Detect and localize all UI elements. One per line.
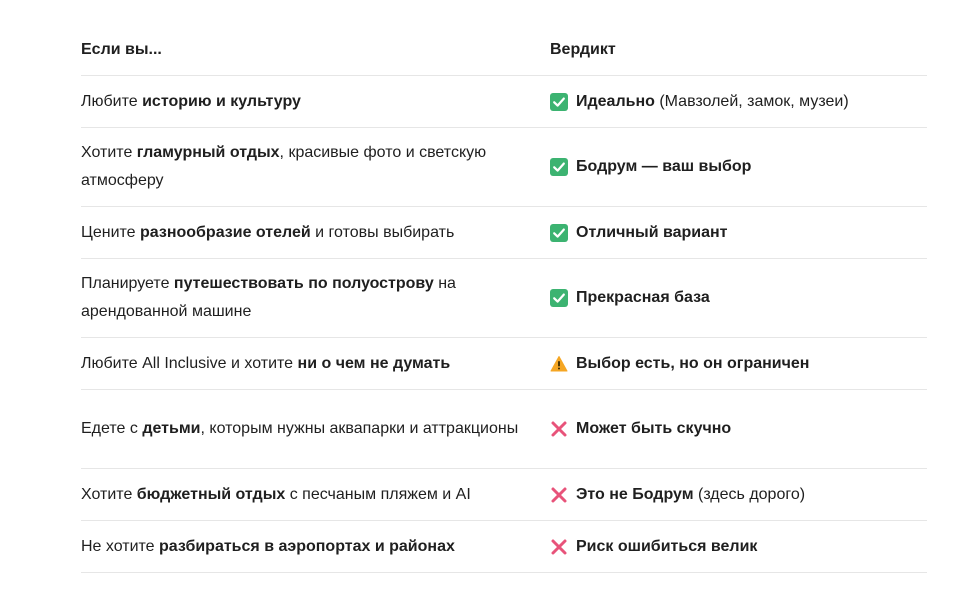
verdict-table — [81, 25, 927, 573]
header-verdict: Вердикт — [550, 41, 616, 58]
verdict-bold: Прекрасная база — [576, 289, 710, 306]
condition-text: Не хотите — [81, 537, 160, 555]
verdict-bold: Идеально — [576, 92, 655, 110]
verdict-bold: Отличный вариант — [576, 223, 728, 241]
verdict-cell — [550, 533, 927, 561]
verdict-note: (здесь дорого) — [693, 485, 806, 503]
check-icon — [550, 289, 568, 307]
header-condition: Если вы... — [81, 41, 162, 58]
condition-bold: разнообразие отелей — [140, 223, 311, 241]
verdict-bold: Риск ошибиться велик — [576, 537, 758, 555]
condition-bold: путешествовать по полуострову — [173, 275, 434, 292]
table-row — [81, 338, 927, 390]
verdict-text — [576, 350, 809, 378]
condition-text: Планируете — [81, 275, 174, 292]
warning-icon — [550, 355, 568, 373]
check-icon — [550, 224, 568, 242]
verdict-text — [576, 415, 731, 443]
condition-text: Любите — [81, 92, 143, 110]
condition-text: Едете с — [81, 420, 143, 437]
condition-cell — [81, 88, 550, 116]
verdict-note: (Мавзолей, замок, музеи) — [654, 92, 849, 110]
verdict-bold: Может быть скучно — [576, 420, 732, 437]
condition-bold: разбираться в аэропортах и районах — [159, 537, 455, 555]
verdict-text — [576, 481, 805, 509]
cross-icon — [550, 420, 568, 438]
verdict-text — [576, 533, 757, 561]
condition-bold: бюджетный отдых — [136, 485, 286, 503]
verdict-text — [576, 219, 728, 247]
condition-text: Хотите — [81, 485, 137, 503]
table-row — [81, 469, 927, 521]
condition-text: на арендованной машине — [81, 275, 456, 320]
verdict-text — [576, 88, 849, 116]
condition-cell — [81, 415, 550, 443]
table-row — [81, 390, 927, 469]
condition-cell — [81, 533, 550, 561]
condition-text: Цените — [81, 223, 140, 241]
verdict-bold: Это не Бодрум — [576, 485, 694, 503]
condition-cell — [81, 350, 550, 378]
verdict-bold: Бодрум — ваш выбор — [576, 158, 752, 175]
condition-text: , которым нужны аквапарки и аттракционы — [200, 420, 519, 437]
table-row — [81, 128, 927, 207]
condition-text: с песчаным пляжем и AI — [285, 485, 471, 503]
check-icon — [550, 93, 568, 111]
condition-bold: гламурный отдых — [136, 144, 280, 161]
condition-bold: историю и культуру — [142, 92, 301, 110]
verdict-cell — [550, 415, 927, 443]
condition-text: Хотите — [81, 144, 137, 161]
verdict-cell — [550, 350, 927, 378]
condition-text: и готовы выбирать — [310, 223, 455, 241]
condition-cell — [81, 270, 550, 326]
verdict-cell — [550, 219, 927, 247]
condition-bold: ни о чем не думать — [297, 354, 451, 372]
verdict-text — [576, 153, 751, 181]
verdict-cell — [550, 284, 927, 312]
table-header — [81, 25, 927, 76]
cross-icon — [550, 538, 568, 556]
condition-text: Любите All Inclusive и хотите — [81, 354, 298, 372]
table-row — [81, 207, 927, 259]
condition-bold: детьми — [142, 420, 201, 437]
verdict-cell — [550, 481, 927, 509]
verdict-bold: Выбор есть, но он ограничен — [576, 354, 810, 372]
table-row — [81, 259, 927, 338]
condition-cell — [81, 481, 550, 509]
table-row — [81, 521, 927, 573]
condition-cell — [81, 219, 550, 247]
verdict-cell — [550, 88, 927, 116]
verdict-text — [576, 284, 710, 312]
check-icon — [550, 158, 568, 176]
cross-icon — [550, 486, 568, 504]
condition-cell — [81, 139, 550, 195]
condition-text: , красивые фото и светскую атмосферу — [81, 144, 487, 189]
table-row — [81, 76, 927, 128]
verdict-cell — [550, 153, 927, 181]
